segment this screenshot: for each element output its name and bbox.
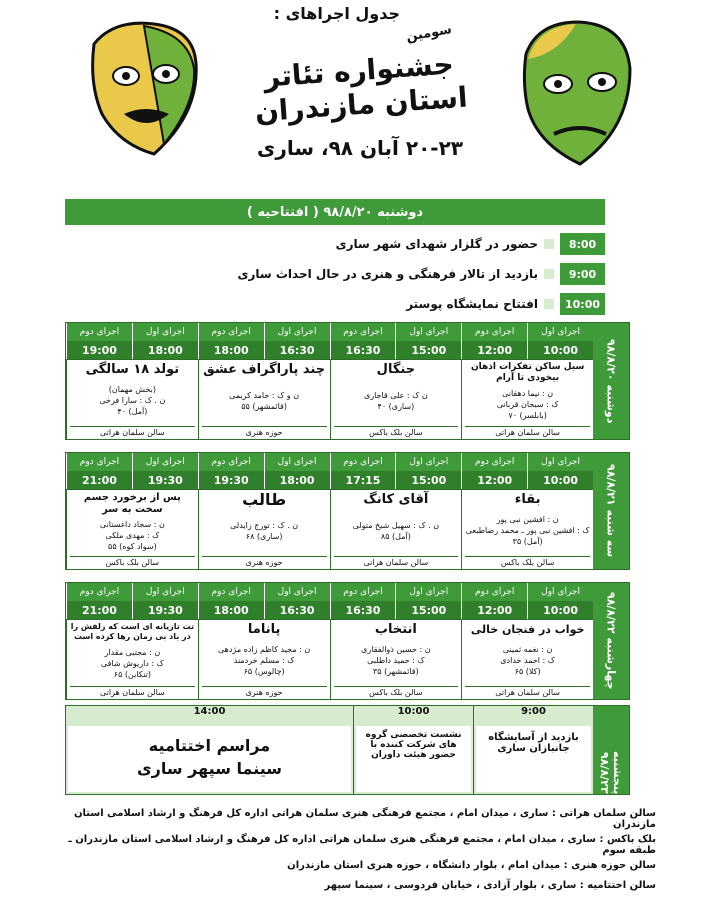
day-block-wednesday	[65, 582, 630, 700]
perf-time: 15:00	[395, 601, 461, 619]
perf-head: اجرای اول	[395, 583, 461, 601]
time-row	[66, 601, 593, 619]
theater-mask-right-icon	[518, 14, 636, 172]
logo-date: ۲۰-۲۳ آبان ۹۸، ساری	[256, 136, 464, 160]
play-info: ن : سجاد داغستانی ک : مهدی ملکی (سواد کوه) ۵۵	[99, 519, 165, 551]
bullet	[544, 299, 554, 309]
closing-title: مراسم اختتامیه	[148, 736, 271, 755]
play-venue: سالن سلمان هراتی	[334, 556, 459, 567]
thursday-time: 14:00	[193, 706, 226, 717]
bullet	[544, 269, 554, 279]
play-title: پاناما	[247, 622, 281, 637]
play-info: ن : نیما دهقانی ک : سبحان قربانی (بابلسر) ۷۰	[496, 388, 559, 420]
perf-head: اجرای دوم	[461, 323, 527, 341]
play-card	[461, 489, 593, 569]
footer-line: سالن سلمان هراتی : ساری ، میدان امام ، مجتمع فرهنگی هنری سلمان هراتی اداره کل فرهنگ و ارشاد اسلامی استان مازندران	[74, 808, 656, 830]
footer-line: سالن اختتامیه : ساری ، بلوار آزادی ، خیابان فردوسی ، سینما سپهر	[324, 880, 656, 891]
play-venue: سالن بلک باکس	[334, 686, 459, 697]
perf-head: اجرای دوم	[66, 453, 132, 471]
footer-line: بلک باکس : ساری ، میدان امام ، مجتمع فرهنگی هنری سلمان هراتی اداره کل فرهنگ و ارشاد اسلامی استان مازندران ـ طبقه سوم	[68, 834, 656, 856]
logo-title: جشنواره تئاتر استان مازندران	[253, 47, 469, 129]
perf-head: اجرای اول	[527, 583, 593, 601]
day-grid	[66, 583, 593, 699]
perf-time: 19:30	[198, 471, 264, 489]
play-card	[330, 489, 462, 569]
play-info: ن ک : علی قاجاری (ساری) ۴۰	[363, 390, 428, 411]
day-side-label: پنجشنبه ۹۸/۸/۲۳	[593, 706, 629, 794]
opening-schedule	[150, 233, 605, 315]
perf-time: 12:00	[461, 341, 527, 359]
play-info: (بخش مهمان) ن . ک : سارا فرخی (آمل) ۴۰	[99, 385, 166, 416]
perf-head: اجرای دوم	[461, 453, 527, 471]
perf-head: اجرای دوم	[66, 583, 132, 601]
perf-time: 17:15	[330, 471, 396, 489]
play-venue: سالن بلک باکس	[334, 426, 459, 437]
perf-head: اجرای اول	[264, 583, 330, 601]
plays-row	[66, 619, 593, 699]
perf-head: اجرای اول	[132, 453, 198, 471]
perf-time: 19:30	[132, 471, 198, 489]
closing-box	[68, 726, 351, 792]
opening-row	[150, 233, 605, 255]
play-info: ن و ک : حامد کریمی (قائمشهر) ۵۵	[229, 390, 300, 411]
perf-time: 18:00	[198, 341, 264, 359]
play-info: ن : حسین ذوالفقاری ک : حمید داطلبی (قائمشهر) ۳۵	[361, 645, 431, 676]
thursday-time: 9:00	[521, 706, 546, 717]
perf-head: اجرای دوم	[330, 583, 396, 601]
perf-time: 18:00	[264, 471, 330, 489]
play-title: بقاء	[514, 492, 541, 507]
perf-time: 10:00	[527, 471, 593, 489]
plays-row	[66, 489, 593, 569]
play-info: ن . ک : سهیل شیخ متولی (آمل) ۸۵	[352, 520, 440, 541]
bullet	[544, 239, 554, 249]
perf-head: اجرای اول	[395, 323, 461, 341]
thursday-item: بازدید از آسایشگاه جانبازان ساری	[476, 726, 591, 792]
perf-time: 10:00	[527, 601, 593, 619]
play-title: انتخاب	[374, 622, 417, 637]
perf-time: 16:30	[264, 341, 330, 359]
thursday-col	[353, 706, 473, 794]
play-venue: حوزه هنری	[202, 426, 327, 437]
play-title: پس از برخورد جسم سخت به سر	[83, 492, 181, 515]
day-side-label: دوشنبه ۹۸/۸/۲۰	[593, 323, 629, 439]
head-row	[66, 453, 593, 471]
perf-time: 21:00	[66, 471, 132, 489]
play-venue: سالن بلک باکس	[465, 556, 590, 567]
play-card	[66, 619, 198, 699]
day-grid	[66, 323, 593, 439]
perf-time: 12:00	[461, 471, 527, 489]
closing-venue: سینما سپهر ساری	[136, 759, 283, 778]
perf-head: اجرای اول	[264, 453, 330, 471]
perf-time: 21:00	[66, 601, 132, 619]
play-title: آقای کانگ	[363, 492, 429, 507]
play-info: ن : نغمه ثمینی ک : احمد خدادی (کلا) ۶۵	[500, 645, 555, 676]
play-info: ن : مجید کاظم زاده مژدهی ک : مسلم خردمند (چالوس) ۶۵	[217, 645, 311, 676]
play-title: جنگال	[376, 362, 416, 377]
perf-time: 15:00	[395, 471, 461, 489]
thursday-time: 10:00	[397, 706, 430, 717]
play-info: ن . ک : تورج زایدلی (ساری) ۶۸	[230, 520, 299, 541]
play-card	[198, 359, 330, 439]
perf-head: اجرای اول	[527, 453, 593, 471]
play-venue: سالن سلمان هراتی	[70, 686, 195, 697]
day-grids	[65, 322, 630, 700]
opening-row	[150, 293, 605, 315]
festival-logo	[228, 24, 492, 172]
play-title: تت تازیانه ای است که زلفش را در باد بی زمان رها کرده است	[70, 622, 195, 641]
perf-head: اجرای دوم	[198, 323, 264, 341]
play-venue: سالن سلمان هراتی	[465, 686, 590, 697]
perf-time: 10:00	[527, 341, 593, 359]
perf-time: 16:30	[330, 341, 396, 359]
play-title: طالب	[242, 490, 287, 509]
play-venue: سالن بلک باکس	[70, 556, 195, 567]
play-info: ن : افشین نبی پور ک : افشین نبی پور ـ محمد رضاطبعی (آمل) ۳۵	[465, 515, 590, 546]
perf-head: اجرای دوم	[198, 583, 264, 601]
play-venue: سالن سلمان هراتی	[70, 426, 195, 437]
play-title: چند پاراگراف عشق	[203, 362, 326, 377]
opening-text: افتتاح نمایشگاه پوستر	[406, 297, 538, 311]
play-venue: حوزه هنری	[202, 556, 327, 567]
play-card	[198, 619, 330, 699]
theater-mask-left-icon	[84, 14, 204, 164]
opening-text: بازدید از تالار فرهنگی و هنری در حال احداث ساری	[237, 267, 538, 281]
day-block-thursday	[65, 705, 630, 795]
play-venue: سالن سلمان هراتی	[465, 426, 590, 437]
day-block-monday	[65, 322, 630, 440]
opening-time: 8:00	[560, 233, 605, 255]
time-row	[66, 471, 593, 489]
play-card	[330, 359, 462, 439]
perf-head: اجرای دوم	[198, 453, 264, 471]
monday-opening-bar: دوشنبه ۹۸/۸/۲۰ ( افتتاحیه )	[65, 199, 605, 225]
play-title: خواب در فنجان خالی	[470, 623, 585, 636]
plays-row	[66, 359, 593, 439]
day-grid	[66, 453, 593, 569]
play-card	[330, 619, 462, 699]
play-card	[461, 619, 593, 699]
play-title: سیل ساکن تفکرات اذهان بیخودی تا آرام	[470, 362, 585, 383]
time-row	[66, 341, 593, 359]
perf-time: 18:00	[132, 341, 198, 359]
perf-time: 15:00	[395, 341, 461, 359]
head-row	[66, 583, 593, 601]
play-card	[198, 489, 330, 569]
day-block-tuesday	[65, 452, 630, 570]
perf-time: 19:30	[132, 601, 198, 619]
play-info: ن : مجتبی مقدار ک : داریوش شافی (تنکابن) ۶۵	[100, 647, 164, 679]
perf-time: 12:00	[461, 601, 527, 619]
perf-head: اجرای اول	[132, 323, 198, 341]
perf-head: اجرای اول	[527, 323, 593, 341]
perf-time: 18:00	[198, 601, 264, 619]
head-row	[66, 323, 593, 341]
play-card	[66, 489, 198, 569]
perf-head: اجرای دوم	[66, 323, 132, 341]
play-title: تولد ۱۸ سالگی	[85, 362, 180, 377]
thursday-col	[66, 706, 353, 794]
opening-text: حضور در گلزار شهدای شهر ساری	[335, 237, 538, 251]
footer-line: سالن حوزه هنری : میدان امام ، بلوار دانشگاه ، حوزه هنری استان مازندران	[287, 860, 656, 871]
perf-head: اجرای اول	[132, 583, 198, 601]
thursday-col	[473, 706, 593, 794]
opening-row	[150, 263, 605, 285]
perf-head: اجرای دوم	[330, 453, 396, 471]
perf-head: اجرای اول	[395, 453, 461, 471]
perf-time: 16:30	[330, 601, 396, 619]
perf-head: اجرای دوم	[330, 323, 396, 341]
logo-sub: سومین	[405, 22, 453, 45]
perf-head: اجرای دوم	[461, 583, 527, 601]
thursday-item: نشست تخصصی گروه های شرکت کننده با حضور هیئت داوران	[356, 726, 471, 792]
play-card	[461, 359, 593, 439]
play-card	[66, 359, 198, 439]
day-side-label: سه شنبه ۹۸/۸/۲۱	[593, 453, 629, 569]
schedule-title: جدول اجراهای :	[273, 4, 400, 23]
play-venue: حوزه هنری	[202, 686, 327, 697]
day-side-label: چهارشنبه ۹۸/۸/۲۲	[593, 583, 629, 699]
perf-time: 19:00	[66, 341, 132, 359]
opening-time: 10:00	[560, 293, 605, 315]
perf-head: اجرای اول	[264, 323, 330, 341]
opening-time: 9:00	[560, 263, 605, 285]
perf-time: 16:30	[264, 601, 330, 619]
